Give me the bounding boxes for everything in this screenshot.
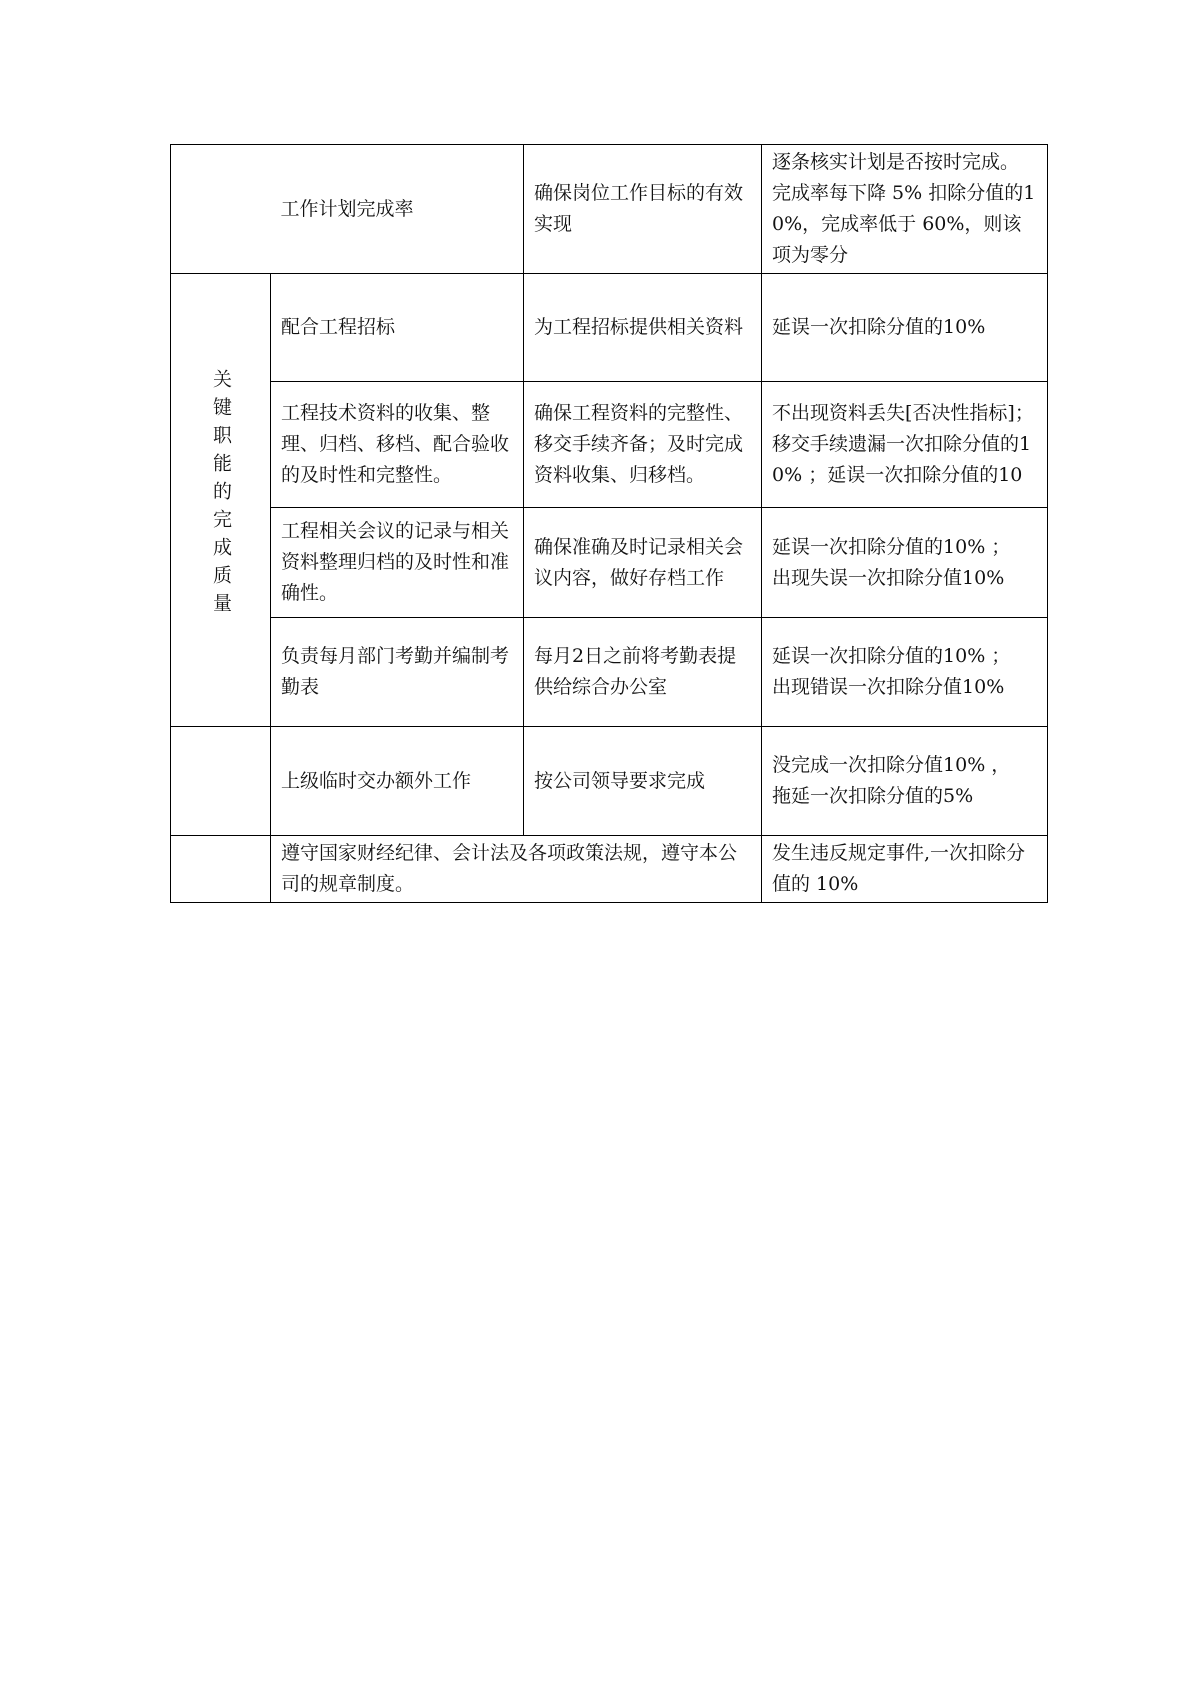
- assessment-table: [170, 144, 1048, 903]
- table-row: [171, 727, 1048, 836]
- bidding-goal: 为工程招标提供相关资料: [524, 274, 762, 382]
- bidding-standard: 延误一次扣除分值的10%: [762, 274, 1048, 382]
- archive-standard: 不出现资料丢失[否决性指标]；移交手续遗漏一次扣除分值的10% ；延误一次扣除分值的10: [762, 382, 1048, 508]
- temporary-name: 上级临时交办额外工作: [271, 727, 524, 836]
- table-row: [171, 508, 1048, 618]
- table-row: [171, 145, 1048, 274]
- temporary-goal: 按公司领导要求完成: [524, 727, 762, 836]
- plan-rate-name: 工作计划完成率: [171, 145, 524, 274]
- empty-category-cell: [171, 727, 271, 836]
- bidding-name: 配合工程招标: [271, 274, 524, 382]
- attendance-goal: 每月2日之前将考勤表提供给综合办公室: [524, 618, 762, 727]
- empty-category-cell: [171, 836, 271, 903]
- temporary-standard: 没完成一次扣除分值10% ， 拖延一次扣除分值的5%: [762, 727, 1048, 836]
- plan-rate-standard: 逐条核实计划是否按时完成。完成率每下降 5% 扣除分值的10%，完成率低于 60%，则该项为零分: [762, 145, 1048, 274]
- table-row: [171, 274, 1048, 382]
- archive-name: 工程技术资料的收集、整理、归档、移档、配合验收的及时性和完整性。: [271, 382, 524, 508]
- meeting-name: 工程相关会议的记录与相关资料整理归档的及时性和准确性。: [271, 508, 524, 618]
- table-row: [171, 382, 1048, 508]
- meeting-standard: 延误一次扣除分值的10% ； 出现失误一次扣除分值10%: [762, 508, 1048, 618]
- key-category-label: 关键职能的完成质量: [210, 369, 232, 621]
- table-row: [171, 836, 1048, 903]
- meeting-goal: 确保准确及时记录相关会议内容，做好存档工作: [524, 508, 762, 618]
- discipline-standard: 发生违反规定事件,一次扣除分值的 10%: [762, 836, 1048, 903]
- table-row: [171, 618, 1048, 727]
- attendance-standard: 延误一次扣除分值的10% ； 出现错误一次扣除分值10%: [762, 618, 1048, 727]
- key-category-cell: [171, 274, 271, 727]
- discipline-name: 遵守国家财经纪律、会计法及各项政策法规，遵守本公司的规章制度。: [271, 836, 762, 903]
- attendance-name: 负责每月部门考勤并编制考勤表: [271, 618, 524, 727]
- archive-goal: 确保工程资料的完整性、移交手续齐备；及时完成资料收集、归移档。: [524, 382, 762, 508]
- plan-rate-goal: 确保岗位工作目标的有效实现: [524, 145, 762, 274]
